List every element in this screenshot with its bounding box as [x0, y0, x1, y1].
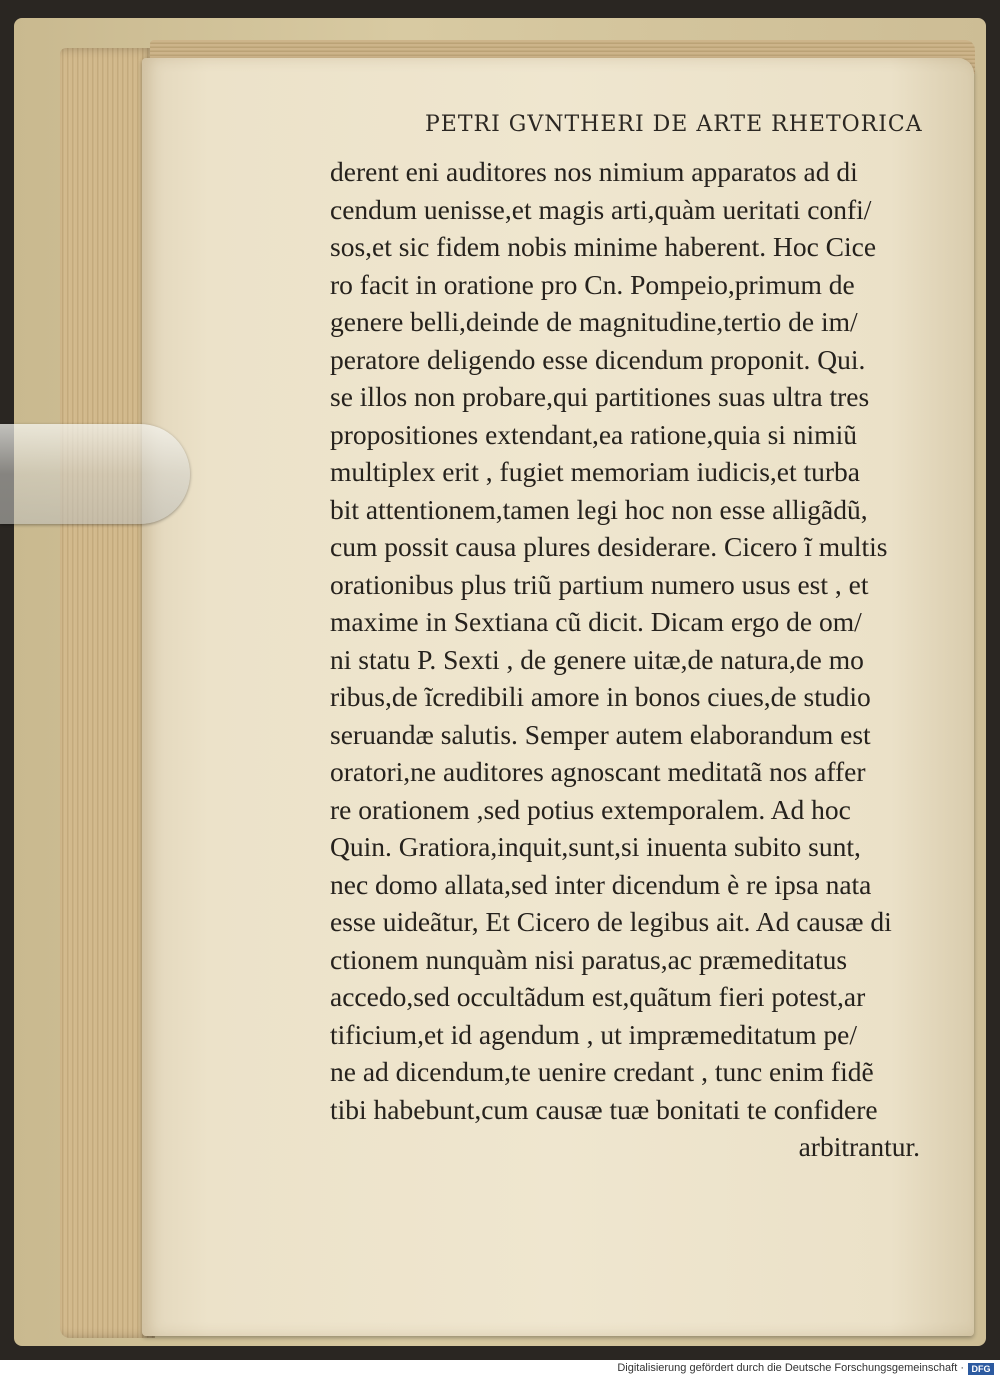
text-line: ro facit in oratione pro Cn. Pompeio,primum de: [330, 268, 855, 300]
text-line: peratore deligendo esse dicendum proponit. Qui.: [330, 343, 866, 375]
text-line: ne ad dicendum,te uenire credant , tunc enim fidẽ: [330, 1056, 874, 1087]
text-line: re orationem ,sed potius extemporalem. Ad hoc: [330, 793, 851, 825]
text-line: tificium,et id agendum , ut impræmeditatum pe/: [330, 1018, 857, 1050]
page-edges: [60, 48, 155, 1338]
dfg-logo: DFG: [968, 1363, 994, 1375]
text-line: orationibus plus triũ partium numero usus est , et: [330, 568, 869, 600]
text-line: nec domo allata,sed inter dicendum è re ipsa nata: [330, 868, 872, 900]
text-line: cum possit causa plures desiderare. Cicero ĩ multis: [330, 531, 888, 562]
page-body: [330, 153, 960, 1166]
text-line: Quin. Gratiora,inquit,sunt,si inuenta subito sunt,: [330, 831, 861, 862]
text-line: genere belli,deinde de magnitudine,tertio de im/: [330, 306, 858, 337]
text-line: ni statu P. Sexti , de genere uitæ,de natura,de mo: [330, 643, 864, 675]
text-line: oratori,ne auditores agnoscant meditatã nos affer: [330, 756, 866, 787]
text-line: tibi habebunt,cum causæ tuæ bonitati te confidere: [330, 1093, 878, 1125]
text-line: seruandæ salutis. Semper autem elaborandum est: [330, 718, 871, 750]
text-line: maxime in Sextiana cũ dicit. Dicam ergo de om/: [330, 606, 862, 637]
text-line: derent eni auditores nos nimium apparatos ad di: [330, 156, 858, 187]
text-line: arbitrantur.: [798, 1131, 920, 1162]
page-clip: [0, 424, 190, 524]
funding-credit: Digitalisierung gefördert durch die Deutsche Forschungsgemeinschaft ·: [617, 1362, 964, 1374]
text-line: multiplex erit , fugiet memoriam iudicis,et turba: [330, 456, 861, 487]
text-line: ribus,de ĩcredibili amore in bonos ciues,de studio: [330, 681, 871, 712]
text-line: sos,et sic fidem nobis minime haberent. Hoc Cice: [330, 231, 877, 262]
running-head: PETRI GVNTHERI DE ARTE RHETORICA: [425, 112, 923, 137]
text-line: cendum uenisse,et magis arti,quàm ueritati confi/: [330, 193, 872, 225]
text-line: esse uideãtur, Et Cicero de legibus ait. Ad causæ di: [330, 906, 892, 937]
text-line: se illos non probare,qui partitiones suas ultra tres: [330, 381, 870, 412]
text-line: bit attentionem,tamen legi hoc non esse alligãdũ,: [330, 493, 868, 525]
text-line: propositiones extendant,ea ratione,quia si nimiũ: [330, 418, 857, 450]
text-line: ctionem nunquàm nisi paratus,ac præmeditatus: [330, 943, 848, 975]
footer-bar: [0, 1360, 1000, 1379]
text-line: accedo,sed occultãdum est,quãtum fieri potest,ar: [330, 981, 866, 1012]
